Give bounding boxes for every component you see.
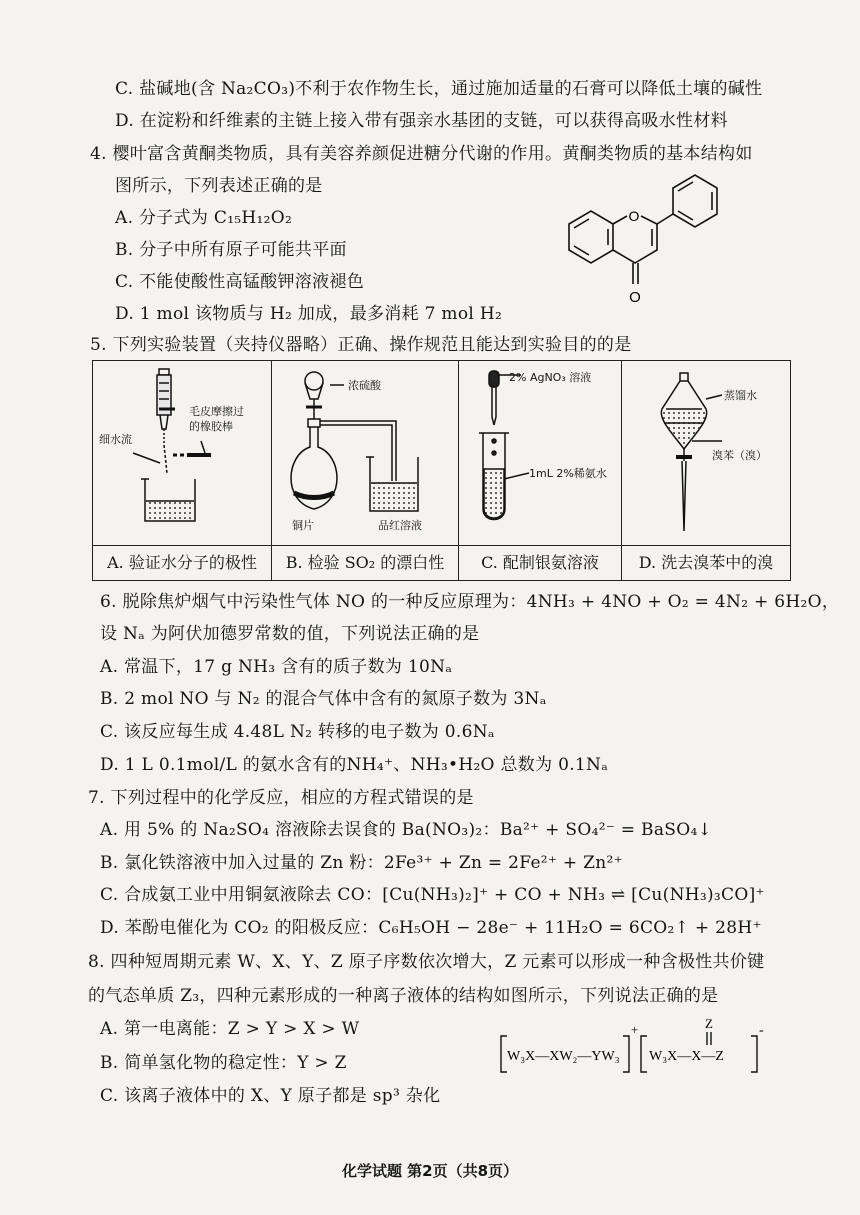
q4-option-b: B. 分子中所有原子可能共平面 [115, 240, 347, 260]
q7-option-b: B. 氯化铁溶液中加入过量的 Zn 粉：2Fe³⁺ + Zn = 2Fe²⁺ + Zn²⁺ [100, 853, 623, 873]
label-magenta-solution: 品红溶液 [378, 519, 422, 532]
carbonyl-oxygen-label: O [629, 289, 641, 306]
label-copper-sheet: 铜片 [292, 519, 314, 532]
q5-apparatus-table [92, 360, 791, 581]
panel-c-caption: C. 配制银氨溶液 [459, 546, 622, 581]
ring-oxygen-label: O [628, 208, 640, 224]
q8-option-b: B. 简单氢化物的稳定性：Y > Z [100, 1053, 347, 1073]
anion-double-bond-z: Z [705, 1016, 713, 1031]
q4-option-c: C. 不能使酸性高锰酸钾溶液褪色 [115, 272, 365, 292]
q7-option-c: C. 合成氨工业中用铜氨液除去 CO：[Cu(NH₃)₂]⁺ + CO + NH₃ ⇌ [Cu(NH₃)₃CO]⁺ [100, 885, 765, 905]
q3-option-c: C. 盐碱地(含 Na₂CO₃)不利于农作物生长，通过施加适量的石膏可以降低土壤的碱性 [115, 79, 763, 99]
silver-ammonia-apparatus [459, 361, 621, 541]
flavone-structure [555, 168, 735, 318]
q4-stem-line1: 4. 樱叶富含黄酮类物质，具有美容养颜促进糖分代谢的作用。黄酮类物质的基本结构如 [90, 144, 753, 164]
q8-option-c: C. 该离子液体中的 X、Y 原子都是 sp³ 杂化 [100, 1086, 441, 1106]
q4-option-a: A. 分子式为 C₁₅H₁₂O₂ [115, 208, 293, 228]
q6-stem-line2: 设 Nₐ 为阿伏加德罗常数的值，下列说法正确的是 [100, 624, 480, 644]
cation-charge: + [631, 1022, 639, 1037]
label-dilute-ammonia: 1mL 2%稀氨水 [529, 467, 607, 480]
label-rubbed-rod-1: 毛皮摩擦过 [189, 405, 244, 418]
label-rubbed-rod-2: 的橡胶棒 [189, 420, 233, 433]
q8-stem-line1: 8. 四种短周期元素 W、X、Y、Z 原子序数依次增大，Z 元素可以形成一种含极性共价键 [88, 952, 765, 972]
q3-option-d: D. 在淀粉和纤维素的主链上接入带有强亲水基团的支链，可以获得高吸水性材料 [115, 111, 728, 131]
q7-stem: 7. 下列过程中的化学反应，相应的方程式错误的是 [88, 788, 474, 808]
q6-stem-line1: 6. 脱除焦炉烟气中污染性气体 NO 的一种反应原理为：4NH₃ + 4NO + O₂ = 4N₂ + 6H₂O， [100, 592, 840, 612]
label-conc-sulfuric-acid: 浓硫酸 [348, 379, 381, 392]
q6-option-a: A. 常温下，17 g NH₃ 含有的质子数为 10Nₐ [100, 657, 453, 677]
label-distilled-water: 蒸馏水 [724, 389, 757, 402]
panel-c-figure [459, 361, 622, 546]
q8-stem-line2: 的气态单质 Z₃，四种元素形成的一种离子液体的结构如图所示，下列说法正确的是 [88, 986, 719, 1006]
label-agno3-solution: 2% AgNO₃ 溶液 [509, 371, 592, 384]
q6-option-c: C. 该反应每生成 4.48L N₂ 转移的电子数为 0.6Nₐ [100, 722, 495, 742]
panel-d-figure [622, 361, 791, 546]
panel-a-figure [93, 361, 272, 546]
q5-stem: 5. 下列实验装置（夹持仪器略）正确、操作规范且能达到实验目的的是 [90, 335, 632, 355]
q7-option-d: D. 苯酚电催化为 CO₂ 的阳极反应：C₆H₅OH − 28e⁻ + 11H₂O = 6CO₂↑ + 28H⁺ [100, 918, 762, 938]
water-polarity-apparatus [93, 361, 271, 541]
q4-stem-line2: 图所示，下列表述正确的是 [115, 176, 323, 196]
panel-a-caption: A. 验证水分子的极性 [93, 546, 272, 581]
q6-option-b: B. 2 mol NO 与 N₂ 的混合气体中含有的氮原子数为 3Nₐ [100, 689, 547, 709]
anion-formula: W₃X—X—Z [649, 1049, 724, 1064]
panel-b-figure [272, 361, 459, 546]
q4-option-d: D. 1 mol 该物质与 H₂ 加成，最多消耗 7 mol H₂ [115, 304, 503, 324]
label-bromobenzene: 溴苯（溴） [712, 449, 767, 462]
panel-d-caption: D. 洗去溴苯中的溴 [622, 546, 791, 581]
q6-option-d: D. 1 L 0.1mol/L 的氨水含有的NH₄⁺、NH₃•H₂O 总数为 0.1Nₐ [100, 755, 609, 775]
panel-b-caption: B. 检验 SO₂ 的漂白性 [272, 546, 459, 581]
q7-option-a: A. 用 5% 的 Na₂SO₄ 溶液除去误食的 Ba(NO₃)₂：Ba²⁺ + SO₄²⁻ = BaSO₄↓ [100, 820, 713, 840]
label-water-stream: 细水流 [99, 433, 132, 446]
q8-option-a: A. 第一电离能：Z > Y > X > W [100, 1019, 360, 1039]
page-footer: 化学试题 第2页（共8页） [341, 1162, 519, 1180]
ionic-liquid-structure [495, 1012, 765, 1078]
cation-formula: W₃X—XW₂—YW₃ [507, 1049, 620, 1064]
anion-charge: - [759, 1023, 764, 1038]
